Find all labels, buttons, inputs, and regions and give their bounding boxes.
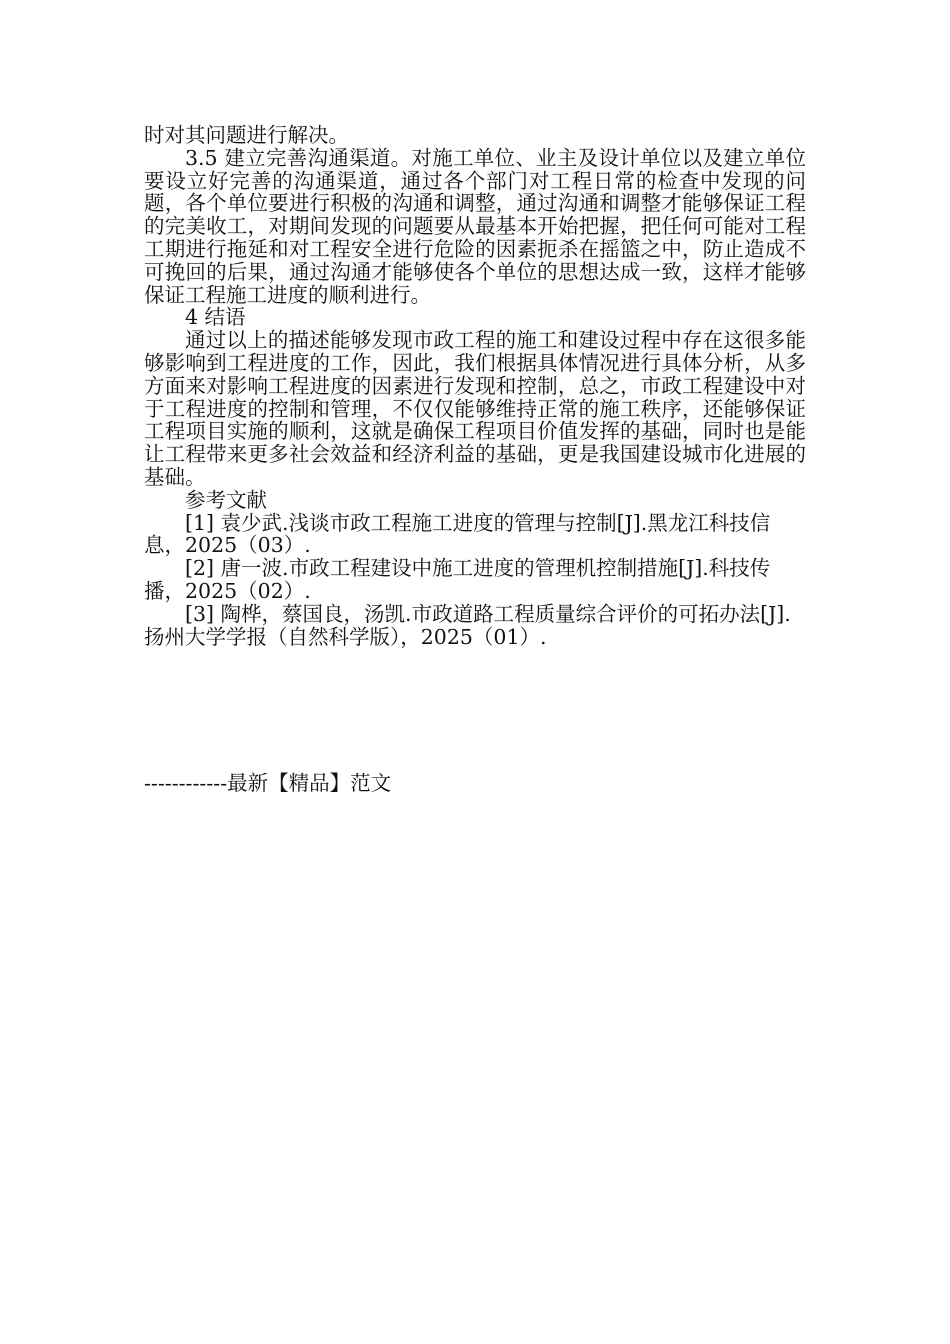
document-body [144, 124, 806, 648]
section-3-5-paragraph: 3.5 建立完善沟通渠道。对施工单位、业主及设计单位以及建立单位要设立好完善的沟通渠道，通过各个部门对工程日常的检查中发现的问题，各个单位要进行积极的沟通和调整，通过沟通和调整才能够保证工程的完美收工，对期间发现的问题要从最基本开始把握，把任何可能对工程工期进行拖延和对工程安全进行危险的因素扼杀在摇篮之中，防止造成不可挽回的后果，通过沟通才能够使各个单位的思想达成一致，这样才能够保证工程施工进度的顺利进行。 [144, 145, 806, 307]
conclusion-paragraph: 通过以上的描述能够发现市政工程的施工和建设过程中存在这很多能够影响到工程进度的工作，因此，我们根据具体情况进行具体分析，从多方面来对影响工程进度的因素进行发现和控制，总之，市政工程建设中对于工程进度的控制和管理，不仅仅能够维持正常的施工秩序，还能够保证工程项目实施的顺利，这就是确保工程项目价值发挥的基础，同时也是能让工程带来更多社会效益和经济利益的基础，更是我国建设城市化进展的基础。 [144, 328, 806, 489]
reference-item-2: [2] 唐一波.市政工程建设中施工进度的管理机控制措施[J].科技传播，2025（02）. [144, 556, 771, 603]
reference-item-3: [3] 陶桦，蔡国良，汤凯.市政道路工程质量综合评价的可拓办法[J].扬州大学学报（自然科学版），2025（01）. [144, 601, 791, 649]
reference-item-1: [1] 袁少武.浅谈市政工程施工进度的管理与控制[J].黑龙江科技信息，2025（03）. [144, 510, 771, 558]
footer-banner: ------------最新【精品】范文 [144, 771, 392, 795]
references-heading: 参考文献 [185, 487, 267, 512]
conclusion-heading: 4 结语 [185, 305, 246, 330]
continuation-paragraph: 时对其问题进行解决。 [144, 123, 349, 147]
